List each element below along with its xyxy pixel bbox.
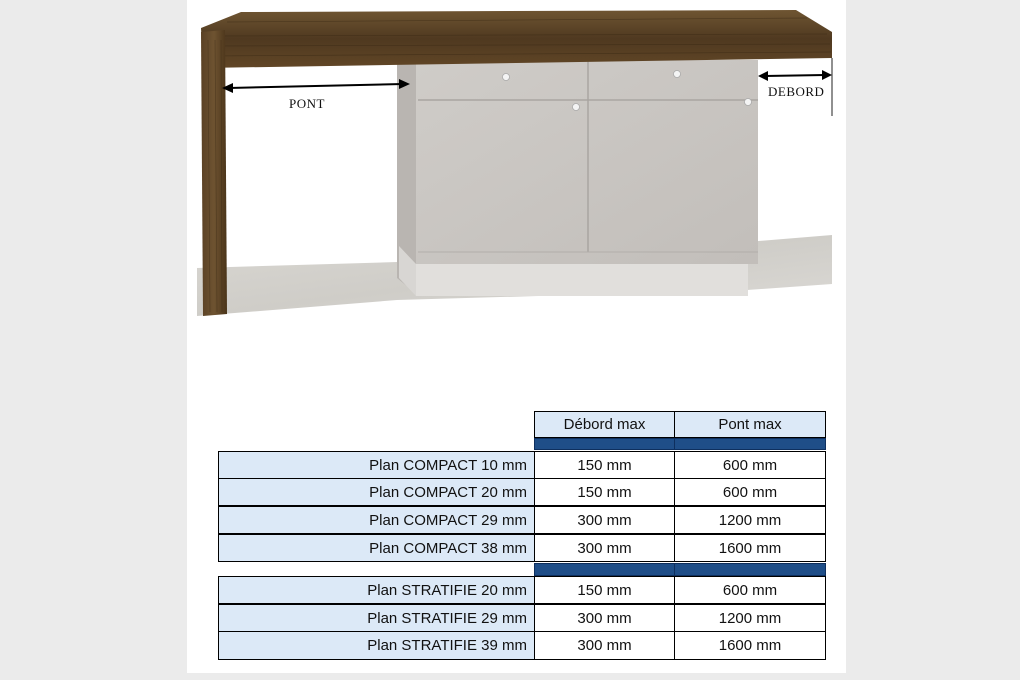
table-row-name: Plan STRATIFIE 20 mm xyxy=(218,576,535,604)
knob-icon xyxy=(674,71,681,78)
table-row-name: Plan COMPACT 10 mm xyxy=(218,451,535,479)
table-row-name: Plan STRATIFIE 39 mm xyxy=(218,631,535,660)
table-cell-debord: 300 mm xyxy=(534,604,675,632)
table-cell-pont: 1600 mm xyxy=(674,631,826,660)
debord-label: DEBORD xyxy=(768,84,825,99)
worktop-drawing xyxy=(187,0,846,330)
separator-bar xyxy=(534,438,675,450)
document-page xyxy=(187,0,846,673)
table-cell-pont: 600 mm xyxy=(674,478,826,506)
table-cell-pont: 1200 mm xyxy=(674,506,826,534)
knob-icon xyxy=(573,104,580,111)
table-row-name: Plan COMPACT 38 mm xyxy=(218,534,535,562)
pont-label: PONT xyxy=(289,96,325,111)
header-debord-max: Débord max xyxy=(534,411,675,438)
table-cell-pont: 600 mm xyxy=(674,451,826,479)
table-row-name: Plan COMPACT 29 mm xyxy=(218,506,535,534)
table-cell-debord: 300 mm xyxy=(534,506,675,534)
separator-bar xyxy=(674,563,826,576)
table-cell-pont: 600 mm xyxy=(674,576,826,604)
header-pont-max: Pont max xyxy=(674,411,826,438)
knob-icon xyxy=(503,74,510,81)
table-cell-debord: 150 mm xyxy=(534,451,675,479)
table-row-name: Plan COMPACT 20 mm xyxy=(218,478,535,506)
debord-arrow xyxy=(758,70,832,81)
table-cell-debord: 300 mm xyxy=(534,631,675,660)
table-cell-debord: 150 mm xyxy=(534,576,675,604)
table-cell-debord: 300 mm xyxy=(534,534,675,562)
separator-bar xyxy=(674,438,826,450)
worktop-leg xyxy=(201,30,227,316)
worktop-illustration xyxy=(187,0,846,330)
knob-icon xyxy=(745,99,752,106)
table-cell-pont: 1600 mm xyxy=(674,534,826,562)
table-cell-pont: 1200 mm xyxy=(674,604,826,632)
table-cell-debord: 150 mm xyxy=(534,478,675,506)
pont-arrow xyxy=(222,79,410,93)
cabinet-front xyxy=(416,60,758,264)
table-row-name: Plan STRATIFIE 29 mm xyxy=(218,604,535,632)
separator-bar xyxy=(534,563,675,576)
